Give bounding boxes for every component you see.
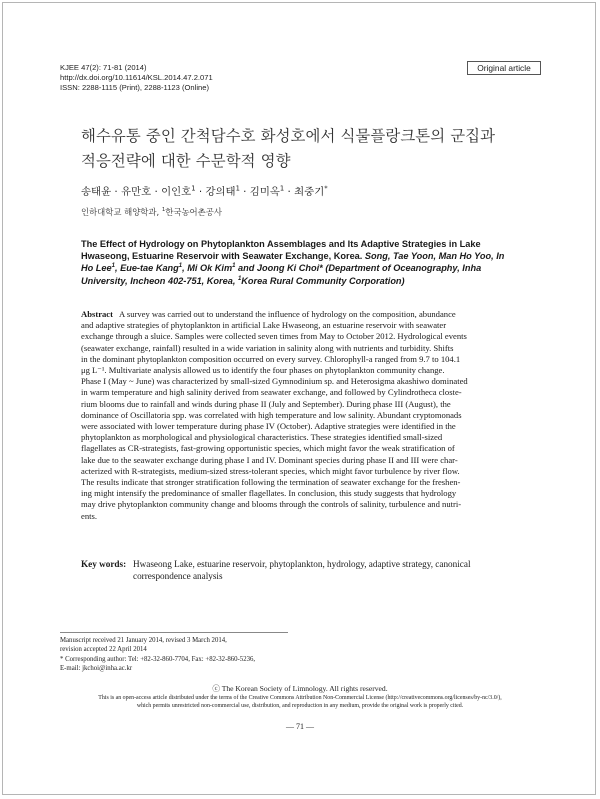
author-name: 송태윤	[81, 186, 112, 198]
author-affiliation-mark: 1	[111, 263, 115, 270]
author-separator: ·	[111, 186, 122, 198]
english-authors-line	[81, 275, 543, 287]
abstract-line: in the dominant phytoplankton composition occurred on every survey. Chlorophyll-a ranged from 9.7 to 104.1	[81, 353, 461, 364]
author-separator: ·	[239, 186, 250, 198]
korean-authors	[81, 183, 551, 198]
abstract-line: flagellates as CR-strategists, fast-growing opportunistic species, which might favor the weak stratification of	[81, 443, 455, 454]
korean-title-line: 해수유통 중인 간척담수호 화성호에서 식물플랑크톤의 군집과	[81, 127, 496, 145]
abstract-line: may drive phytoplankton community change and blooms through the controls of salinity, turbulence and nutri-	[81, 499, 462, 510]
abstract-line: ing might intensify the predominance of smaller flagellates. In conclusion, this study suggests that hydrology	[81, 488, 457, 499]
abstract-label: Abstract	[81, 309, 113, 319]
license-text: which permits unrestricted non-commercial use, distribution, and reproduction in any medium, provide the original work is properly cited.	[136, 703, 464, 709]
english-heading	[81, 238, 543, 287]
abstract-line: lake due to the seawater exchange during phase I and IV. Dominant species during phase II and III were char-	[81, 454, 458, 465]
author-name: 유만호	[121, 186, 152, 198]
english-title-line: Hwaseong, Estuarine Reservoir with Seawater Exchange, Korea.	[81, 251, 363, 262]
license-block	[20, 683, 580, 710]
author-text: , Mi Ok Kim	[182, 263, 233, 274]
affiliation-main: 인하대학교 해양학과,	[81, 207, 162, 217]
abstract-line: and adaptive strategies of phytoplankton in artificial Lake Hwaseong, an estuarine reservoir with seawater	[81, 320, 447, 331]
author-name: 최중기	[294, 186, 325, 198]
author-name: 강의태	[205, 186, 236, 198]
footnote-line: E-mail: jkchoi@inha.ac.kr	[60, 665, 133, 673]
korean-title-line: 적응전략에 대한 수문학적 영향	[81, 152, 291, 170]
license-text: This is an open-access article distributed under the terms of the Creative Commons Attribution Non-Commercial License (http://creativecommons.org/licenses/by-nc/3.0/),	[98, 695, 502, 701]
issn: ISSN: 2288-1115 (Print), 2288-1123 (Online)	[60, 83, 210, 93]
footnotes	[60, 636, 360, 674]
keywords-line: correspondence analysis	[133, 571, 223, 581]
abstract	[81, 309, 543, 522]
author-affiliation-mark: 1	[191, 184, 196, 193]
korean-affiliation	[81, 206, 551, 218]
abstract-line: ents.	[81, 510, 97, 521]
author-separator: ·	[151, 186, 162, 198]
english-authors: Song, Tae Yoon, Man Ho Yoo, In	[364, 251, 505, 262]
author-text: Ho Lee	[81, 263, 112, 274]
footnote-line: revision accepted 22 April 2014	[60, 646, 147, 654]
author-affiliation-mark: 1	[235, 184, 240, 193]
keywords-line: Hwaseong Lake, estuarine reservoir, phytoplankton, hydrology, adaptive strategy, canonical	[133, 559, 471, 569]
abstract-line: exchange through a sluice. Samples were collected seven times from May to October 2012. Hydrological events	[81, 331, 467, 342]
author-name: 김미옥	[249, 186, 280, 198]
doi-link[interactable]: http://dx.doi.org/10.11614/KSL.2014.47.2.071	[60, 73, 213, 83]
author-text: University, Incheon 402-751, Korea,	[81, 275, 238, 286]
abstract-line: Phase I (May ~ June) was characterized by small-sized Gymnodinium sp. and Heterosigma akashiwo dominated	[81, 376, 468, 387]
author-affiliation-mark: 1	[178, 263, 183, 270]
abstract-line: A survey was carried out to understand the influence of hydrology on the composition, abundance	[118, 309, 456, 319]
author-separator: ·	[284, 186, 295, 198]
english-title-line: The Effect of Hydrology on Phytoplankton Assemblages and Its Adaptive Strategies in Lake	[81, 239, 481, 249]
footnote-line: * Corresponding author: Tel: +82-32-860-7704, Fax: +82-32-860-5236,	[60, 655, 256, 663]
affiliation-mark: 1	[237, 275, 242, 282]
author-name: 이인호	[161, 186, 192, 198]
abstract-line: rium blooms due to rainfall and winds during phase II (July and September). During phase III (August), the	[81, 398, 451, 409]
keywords-text	[133, 558, 543, 582]
author-affiliation-mark: 1	[232, 263, 236, 270]
footnote-divider	[60, 632, 288, 633]
abstract-line: in warm temperature and high salinity derived from seawater exchange, and followed by Cylindrotheca closte-	[81, 387, 462, 398]
author-text: , Eue-tae Kang	[114, 263, 179, 274]
page-number: — 71 —	[286, 722, 314, 731]
keywords-label: Key words:	[81, 559, 127, 569]
journal-citation: KJEE 47(2): 71-81 (2014)	[60, 63, 147, 72]
english-authors-line	[81, 262, 543, 274]
abstract-line: acterized with R-strategists, medium-sized stress-tolerant species, which might favor turbulence by river flow.	[81, 465, 460, 476]
abstract-line: μg L⁻¹. Multivariate analysis allowed us to identify the four phases on phytoplankton community change.	[81, 365, 445, 376]
footnote-line: Manuscript received 21 January 2014, revised 3 March 2014,	[60, 637, 227, 644]
abstract-line: were associated with lower temperature during phase IV (October). Adaptive strategies were identified in the	[81, 421, 456, 432]
journal-meta	[60, 63, 360, 94]
korean-title	[81, 124, 551, 174]
abstract-line: (seawater exchange, rainfall) resulted in a wide variation in salinity along with nutrients and turbidity. Shifts	[81, 342, 454, 353]
copyright-notice: ⓒ The Korean Society of Limnology. All rights reserved.	[212, 684, 388, 693]
author-text: Korea Rural Community Corporation)	[241, 275, 405, 286]
corresponding-author-mark: *	[324, 184, 328, 193]
article-type-badge: Original article	[467, 61, 541, 75]
author-separator: ·	[195, 186, 206, 198]
abstract-line: The results indicate that stronger stratification following the termination of seawater exchange for the freshen-	[81, 477, 461, 488]
author-text: and Joong Ki Choi* (Department of Oceanography, Inha	[235, 263, 482, 274]
affiliation-mark: 1	[161, 207, 166, 214]
affiliation-second: 한국농어촌공사	[165, 207, 222, 217]
author-affiliation-mark: 1	[279, 184, 285, 193]
abstract-line: phytoplankton as morphological and physiological characteristics. These strategies identified small-sized	[81, 432, 443, 443]
abstract-line: dominance of Oscillatoria spp. was correlated with high temperature and low salinity. Abundant cryptomonads	[81, 409, 462, 420]
